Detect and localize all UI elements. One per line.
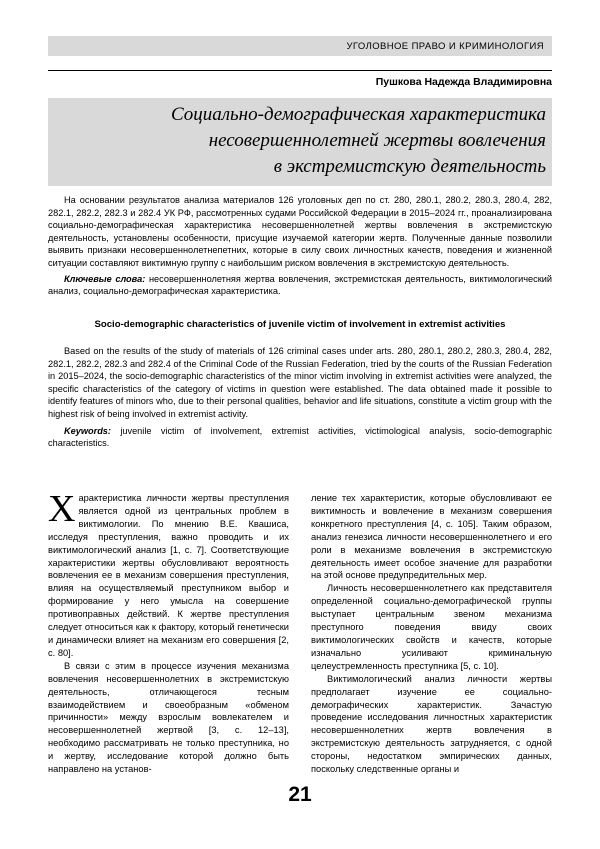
body-columns — [48, 488, 552, 782]
page-title — [48, 98, 552, 186]
body-paragraph: В связи с этим в процессе изучения механизма вовлечения несовершеннолетних в экстремистскую деятельность, отличающегося тесным взаимодействием и своеобразным «обменом причинности» между взрослым вовлекателем и несовершеннолетней жертвой [3, с. 12–13], необходимо рассматривать не только преступника, но и жертву, исследование которой должно быть направлено на установ- — [48, 660, 289, 775]
body-paragraph: Виктимологический анализ личности жертвы предполагает изучение ее социально-демографических характеристик. Зачастую проведение исследования личностных характеристик несовершеннолетних жертв вовлечения в экстремистскую деятельность затрудняется, с одной стороны, недостатком эмпирических данных, поскольку следственные органы и — [311, 673, 552, 775]
author-name: Пушкова Надежда Владимировна — [375, 76, 552, 88]
keywords-en — [48, 425, 552, 450]
keywords-ru-text: несовершеннолетняя жертва вовлечения, экстремистская деятельность, виктимологический анализ, социально-демографическая характеристика. — [48, 273, 553, 297]
abstract-en-paragraph: Based on the results of the study of materials of 126 criminal cases under arts. 280, 280.1, 280.2, 280.3, 280.4, 282, 282.1, 282.2, 282.3 and 282.4 of the Criminal Code of the Russian Federation, tried by the courts of the Russian Federation in 2015–2024, the socio-demographic characteristics of the minor victim involving in extremist activities were analyzed, the specific characteristics of the category of victims in question were established. The data obtained made it possible to identify features of minors who, due to their personal qualities, behavior and life situations, constitute a victim group with the highest risk of being involved in extremist activity. — [48, 346, 552, 419]
drop-cap: Х — [48, 488, 76, 530]
title-line-2: несовершеннолетней жертвы вовлечения — [208, 130, 546, 151]
abstract-ru-paragraph: На основании результатов анализа материалов 126 уголовных деп по ст. 280, 280.1, 280.2, 280.3, 280.4, 282, 282.1, 282.2, 282.3 и 282.4 УК РФ, рассмотренных судами Российской Федерации в 2015–2024 гг., проанализирована социально-демографическая характеристика несовершеннолетней жертвы вовлечения в экстремистскую деятельность, установлены особенности, присущие изучаемой категории жертв. Полученные данные позволили выявить признаки несовершеннолетнепетних, которые в силу своих личностных качеств, поведения и жизненной ситуации составляют виктимную группу с наибольшим риском вовлечения в экстремистскую деятельность. — [48, 195, 552, 268]
body-column-left — [48, 488, 289, 782]
keywords-en-text: juvenile victim of involvement, extremist activities, victimological analysis, socio-demographic characteristics. — [48, 425, 552, 449]
keywords-en-label: Keywords: — [64, 425, 111, 436]
body-paragraph: Личность несовершеннолетнего как представителя определенной социально-демографической группы выступает центральным звеном механизма преступного поведения ввиду своих виктимологических свойств и качеств, которые изначально усиливают криминальную целеустремленность преступника [5, с. 10]. — [311, 583, 552, 671]
running-head-text: УГОЛОВНОЕ ПРАВО И КРИМИНОЛОГИЯ — [346, 40, 544, 52]
body-paragraph-text: арактеристика личности жертвы преступления является одной из центральных проблем в виктимологии. По мнению В.Е. Квашиса, исследуя преступления, важно проводить и их виктимологический анализ [1, с. 7]. Соответствующие характеристики жертвы обусловливают вероятность вовлечения ее в механизм совершения преступления, влияя на осуществляемый преступником выбор и формирование у него умысла на совершение противоправных действий. К жертве преступления следует относиться как к фактору, который генетически и динамически влияет на механизм его совершения [2, с. 80]. — [48, 493, 289, 658]
body-paragraph: ление тех характеристик, которые обусловливают ее виктимность и вовлечение в механизм совершения конкретного преступления [4, с. 105]. Таким образом, анализ генезиса личности несовершеннолетнего и его роли в механизме вовлечения в экстремистскую деятельность имеет особое значение для разработки на этой основе предупредительных мер. — [311, 493, 552, 581]
abstract-english — [48, 345, 552, 450]
title-english: Socio-demographic characteristics of juvenile victim of involvement in extremist activities — [94, 319, 506, 330]
running-head — [48, 36, 552, 56]
page-number: 21 — [288, 783, 312, 806]
keywords-ru — [48, 273, 552, 298]
abstract-russian — [48, 194, 552, 298]
body-column-right — [311, 492, 552, 782]
title-line-1: Социально-демографическая характеристика — [170, 104, 546, 125]
title-line-3: в экстремистскую деятельность — [273, 156, 546, 177]
body-paragraph — [48, 488, 289, 660]
header-divider — [48, 70, 552, 71]
keywords-ru-label: Ключевые слова: — [64, 273, 146, 284]
